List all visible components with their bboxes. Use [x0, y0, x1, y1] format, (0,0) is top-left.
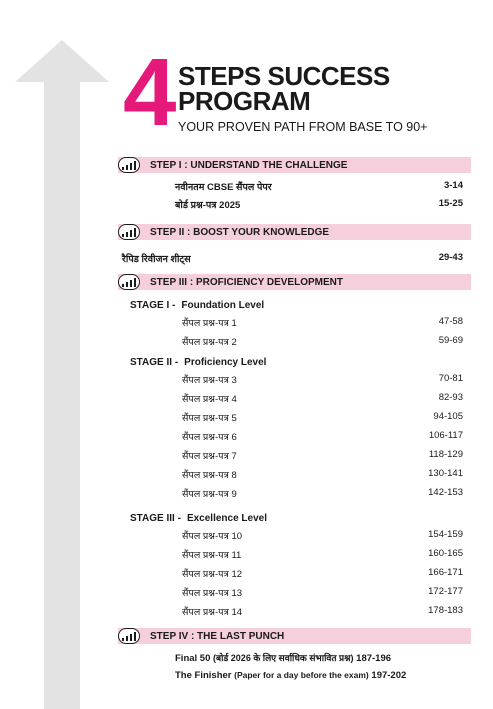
- sample-paper-label: सैंपल प्रश्न-पत्र 9: [182, 489, 237, 500]
- sample-paper-pages: 178-183: [428, 605, 463, 616]
- sample-paper-pages: 160-165: [428, 548, 463, 559]
- sample-paper-label: सैंपल प्रश्न-पत्र 4: [182, 394, 237, 405]
- sample-paper-label: सैंपल प्रश्न-पत्र 8: [182, 470, 237, 481]
- step-1-banner: [118, 157, 471, 173]
- sample-paper-pages: 82-93: [438, 392, 463, 403]
- stage-1-heading: [130, 300, 264, 311]
- final-50-note: (बोर्ड 2026 के लिए सर्वाधिक संभावित प्रश्न): [213, 653, 354, 663]
- finisher-entry: [175, 670, 406, 681]
- step-2-item-label: रैपिड रिवीजन शीट्स: [122, 254, 191, 265]
- step-3-label: STEP III : PROFICIENCY DEVELOPMENT: [150, 276, 343, 288]
- step-1-item-label: बोर्ड प्रश्न-पत्र 2025: [175, 200, 241, 211]
- sample-paper-label: सैंपल प्रश्न-पत्र 11: [182, 550, 242, 561]
- sample-paper-pages: 130-141: [428, 468, 463, 479]
- progress-arrow-graphic: [0, 0, 110, 709]
- heading-line-1: STEPS SUCCESS: [178, 61, 390, 91]
- signal-2-bar-icon: [118, 224, 140, 240]
- final-50-label: Final 50: [175, 653, 211, 664]
- step-1-item-label: नवीनतम CBSE सैंपल पेपर: [175, 182, 272, 193]
- finisher-note: (Paper for a day before the exam): [234, 670, 369, 680]
- step-4-label: STEP IV : THE LAST PUNCH: [150, 630, 285, 642]
- sample-paper-label: सैंपल प्रश्न-पत्र 1: [182, 318, 237, 329]
- step-3-banner: [118, 274, 471, 290]
- final-50-entry: [175, 651, 391, 664]
- sample-paper-pages: 142-153: [428, 487, 463, 498]
- step-4-banner: [118, 628, 471, 644]
- signal-1-bar-icon: [118, 157, 140, 173]
- program-heading: [123, 39, 453, 146]
- heading-tagline: YOUR PROVEN PATH FROM BASE TO 90+: [178, 120, 428, 134]
- signal-3-bar-icon: [118, 274, 140, 290]
- stage-3-name: STAGE III -: [130, 513, 181, 524]
- sample-paper-label: सैंपल प्रश्न-पत्र 2: [182, 337, 237, 348]
- step-1-item-pages: 15-25: [438, 198, 463, 209]
- step-2-label: STEP II : BOOST YOUR KNOWLEDGE: [150, 226, 330, 238]
- stage-2-level: Proficiency Level: [184, 357, 267, 368]
- final-50-pages: 187-196: [356, 653, 392, 664]
- sample-paper-pages: 94-105: [433, 411, 463, 422]
- sample-paper-label: सैंपल प्रश्न-पत्र 13: [182, 588, 243, 599]
- stage-1-name: STAGE I -: [130, 300, 176, 311]
- sample-paper-pages: 118-129: [428, 449, 463, 460]
- sample-paper-pages: 47-58: [438, 316, 463, 327]
- finisher-pages: 197-202: [371, 670, 407, 681]
- sample-paper-pages: 166-171: [428, 567, 463, 578]
- sample-paper-pages: 154-159: [428, 529, 463, 540]
- sample-paper-label: सैंपल प्रश्न-पत्र 7: [182, 451, 237, 462]
- stage-2-heading: [130, 357, 266, 368]
- sample-paper-pages: 172-177: [428, 586, 463, 597]
- step-count-number: 4: [123, 39, 173, 146]
- sample-paper-label: सैंपल प्रश्न-पत्र 5: [182, 413, 237, 424]
- sample-paper-label: सैंपल प्रश्न-पत्र 6: [182, 432, 237, 443]
- finisher-label: The Finisher: [175, 670, 232, 681]
- step-1-item-pages: 3-14: [443, 180, 463, 191]
- stage-3-heading: [130, 513, 267, 524]
- step-2-item-pages: 29-43: [438, 252, 463, 263]
- sample-paper-pages: 70-81: [438, 373, 463, 384]
- sample-paper-label: सैंपल प्रश्न-पत्र 10: [182, 531, 243, 542]
- heading-line-2: PROGRAM: [178, 86, 311, 116]
- sample-paper-label: सैंपल प्रश्न-पत्र 3: [182, 375, 237, 386]
- signal-4-bar-icon: [118, 628, 140, 644]
- sample-paper-pages: 106-117: [428, 430, 463, 441]
- sample-paper-label: सैंपल प्रश्न-पत्र 12: [182, 569, 243, 580]
- stage-2-name: STAGE II -: [130, 357, 179, 368]
- stage-3-level: Excellence Level: [186, 513, 267, 524]
- step-1-label: STEP I : UNDERSTAND THE CHALLENGE: [150, 159, 348, 171]
- sample-paper-pages: 59-69: [438, 335, 463, 346]
- step-2-banner: [118, 224, 471, 240]
- stage-1-level: Foundation Level: [181, 300, 265, 311]
- sample-paper-label: सैंपल प्रश्न-पत्र 14: [182, 607, 243, 618]
